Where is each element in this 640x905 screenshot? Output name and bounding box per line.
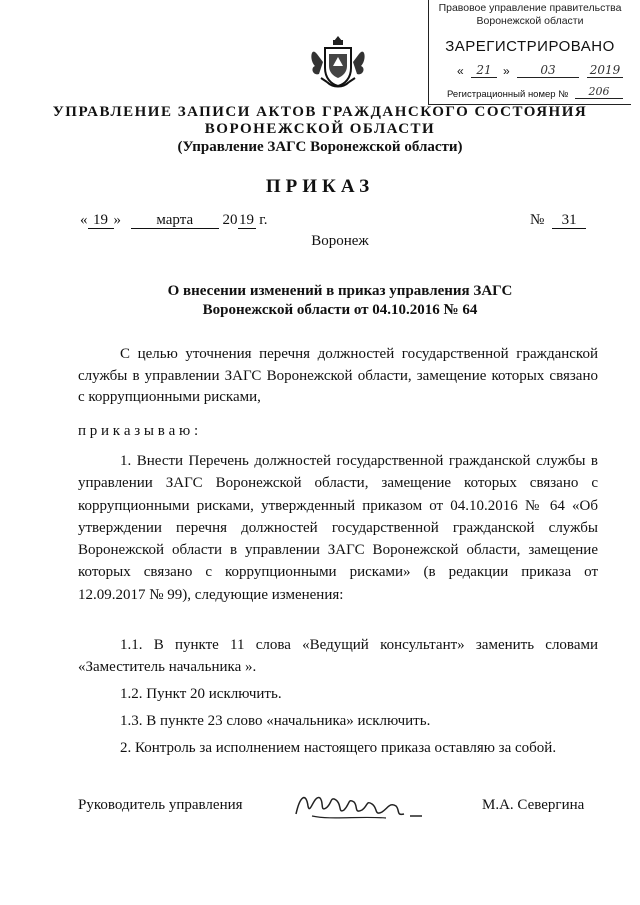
date-open-quote: « [80,212,88,228]
order-date [80,212,267,229]
item-2: 2. Контроль за исполнением настоящего приказа оставляю за собой. [120,740,557,756]
handwritten-signature [290,786,430,826]
org-name-line-2: ВОРОНЕЖСКОЙ ОБЛАСТИ [204,121,436,137]
stamp-number-value: 206 [575,85,623,99]
item-1-paragraph [78,450,598,606]
item-1-1-line: «Заместитель начальника ». [78,658,257,675]
document-title: ПРИКАЗ [265,176,375,197]
number-value: 31 [552,212,586,229]
city: Воронеж [311,233,369,249]
stamp-date-open: « [457,64,464,78]
stamp-registered: ЗАРЕГИСТРИРОВАНО [445,38,615,55]
date-year-unit: г. [259,212,268,228]
date-year-prefix: 20 [222,212,238,228]
item-1-line: утверждении перечня должностей государственной гражданской службы [78,519,598,536]
item-1-line: которых связано с коррупционными рисками» (в редакции приказа от [78,564,598,581]
item-1-2: 1.2. Пункт 20 исключить. [120,686,282,702]
order-word: п р и к а з ы в а ю : [78,423,199,439]
order-number [530,212,586,229]
item-1-3: 1.3. В пункте 23 слово «начальника» исключить. [120,713,431,729]
item-1-line: управлении ЗАГС Воронежской области, замещение которых связано с [78,475,598,492]
intro-line: с коррупционными рисками, [78,389,261,405]
stamp-date-month: 03 [517,63,579,78]
item-1-line: 1. Внести Перечень должностей государственной гражданской службы в [120,453,598,469]
stamp-date-mid: » [503,64,510,78]
item-1-line: коррупционными рисками, утвержденный приказом от 04.10.2016 № 64 «Об [78,497,598,514]
item-1-line: Воронежской области в управлении ЗАГС Воронежской области, замещение [78,542,598,559]
stamp-number-label: Регистрационный номер № [447,89,569,100]
signatory-role: Руководитель управления [78,797,243,813]
stamp-number [447,85,627,102]
number-label: № [530,212,545,228]
org-short-name: (Управление ЗАГС Воронежской области) [177,139,463,155]
subject-line-1: О внесении изменений в приказ управления ЗАГС [167,283,513,299]
registration-stamp [428,0,631,105]
item-1-1-line: 1.1. В пункте 11 слова «Ведущий консультант» заменить словами [120,637,598,653]
intro-paragraph [78,344,598,409]
signatory-name: М.А. Севергина [482,797,585,813]
item-1-line: 12.09.2017 № 99), следующие изменения: [78,586,344,603]
intro-line: С целью уточнения перечня должностей государственной гражданской [120,346,598,362]
date-close-quote: » [113,212,121,228]
stamp-date [457,64,627,80]
subject-line-2: Воронежской области от 04.10.2016 № 64 [202,302,478,318]
stamp-date-day: 21 [471,63,497,78]
date-day: 19 [88,212,114,229]
stamp-line-1: Правовое управление правительства [438,2,622,14]
stamp-date-year: 2019 [587,63,623,78]
item-1-1-paragraph [78,635,598,678]
stamp-line-2: Воронежской области [476,15,584,27]
org-name-line-1: УПРАВЛЕНИЕ ЗАПИСИ АКТОВ ГРАЖДАНСКОГО СОСТОЯНИЯ [52,104,588,120]
intro-line: службы в управлении ЗАГС Воронежской области, замещение которых связано [78,367,598,384]
date-year-suffix: 19 [239,212,254,228]
date-month: марта [131,212,219,229]
coat-of-arms-icon [307,32,369,94]
